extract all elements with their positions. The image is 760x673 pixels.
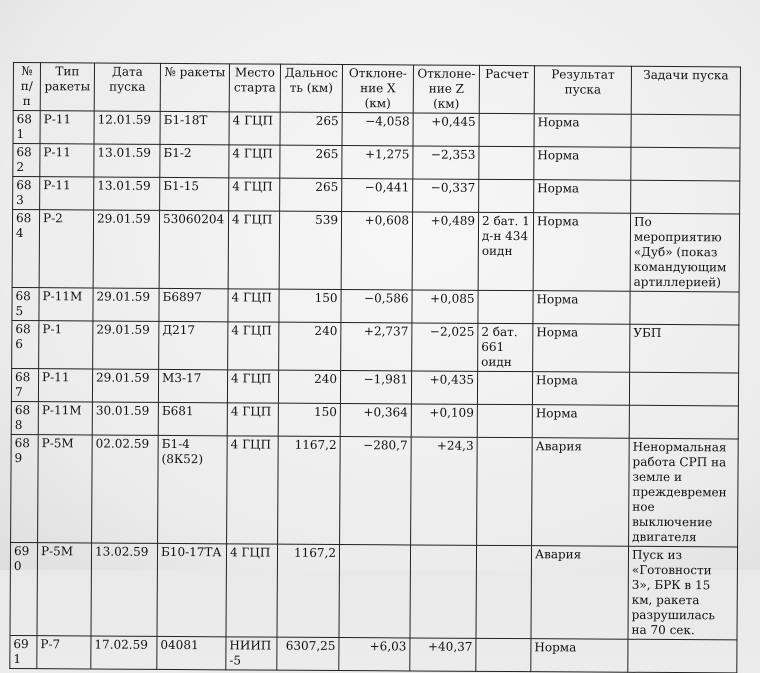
cell-crew [479, 179, 534, 212]
cell-type: Р-1 [39, 321, 93, 369]
cell-tasks [629, 405, 738, 439]
cell-range: 265 [280, 145, 342, 178]
cell-num: 690 [10, 542, 38, 635]
cell-result: Авария [532, 438, 630, 547]
cell-devz: +0,435 [411, 371, 477, 404]
cell-site: 4 ГЦП [229, 112, 280, 145]
cell-devx: +1,275 [342, 146, 413, 179]
cell-site: 4 ГЦП [229, 145, 280, 178]
cell-result: Норма [531, 639, 628, 673]
cell-devx: +6,03 [339, 638, 410, 671]
cell-result: Норма [534, 180, 631, 214]
header-rocket: № ракеты [160, 63, 229, 111]
cell-result: Норма [533, 324, 630, 373]
cell-result: Норма [532, 372, 629, 406]
cell-range: 150 [279, 289, 341, 322]
cell-type: Р-11 [40, 177, 94, 210]
cell-type: Р-5М [37, 543, 92, 636]
cell-rocket: 53060204 [159, 210, 228, 288]
cell-rocket: Б681 [158, 402, 227, 435]
cell-rocket: Б1-2 [160, 144, 229, 177]
cell-result: Норма [533, 291, 630, 325]
cell-type: Р-2 [39, 210, 93, 288]
cell-date: 29.01.59 [92, 369, 158, 402]
cell-date: 13.01.59 [94, 177, 160, 210]
cell-num: 683 [13, 177, 40, 210]
cell-date: 29.01.59 [93, 321, 159, 369]
cell-date: 29.01.59 [93, 288, 159, 321]
cell-tasks [628, 639, 737, 673]
cell-devx: −1,981 [340, 371, 411, 404]
cell-date: 02.02.59 [92, 435, 159, 543]
cell-crew [476, 545, 532, 638]
header-site: Место старта [229, 64, 280, 112]
header-result: Результат пуска [534, 66, 631, 115]
cell-tasks [630, 291, 739, 325]
cell-result: Норма [532, 405, 629, 439]
cell-range: 240 [278, 370, 340, 403]
cell-num: 681 [13, 111, 40, 144]
table-row [10, 542, 738, 639]
cell-site: 4 ГЦП [228, 322, 279, 370]
cell-tasks: По мероприятию «Дуб» (показ командующим артиллерией) [630, 213, 739, 292]
cell-devz: +0,489 [412, 212, 478, 290]
launch-log-table [9, 62, 741, 673]
cell-range: 240 [279, 322, 341, 370]
table-row [13, 111, 740, 148]
cell-date: 13.02.59 [91, 543, 158, 636]
table-row [11, 368, 738, 405]
table-row [12, 287, 739, 324]
cell-date: 30.01.59 [92, 402, 158, 435]
cell-type: Р-11М [38, 402, 92, 435]
cell-tasks [629, 372, 738, 406]
table-row [12, 320, 739, 372]
cell-num: 689 [11, 434, 39, 542]
table-row [12, 210, 739, 292]
cell-result: Норма [534, 147, 631, 181]
cell-site: 4 ГЦП [227, 403, 278, 436]
cell-type: Р-11 [38, 369, 92, 402]
cell-rocket: Б1-4 (8К52) [158, 435, 228, 543]
cell-crew [479, 113, 534, 146]
cell-range: 1167,2 [278, 436, 341, 544]
cell-rocket: Б1-18Т [160, 111, 229, 144]
cell-devx: −0,586 [341, 290, 412, 323]
cell-date: 29.01.59 [93, 210, 159, 288]
cell-range: 265 [280, 178, 342, 211]
cell-devz: −2,353 [413, 146, 479, 179]
cell-range: 539 [279, 211, 341, 289]
table-row [10, 635, 737, 672]
table-row [13, 144, 740, 181]
cell-devx: +0,364 [340, 404, 411, 437]
cell-rocket: М3-17 [158, 369, 227, 402]
cell-devz: +0,445 [413, 113, 479, 146]
cell-crew [477, 404, 532, 437]
cell-devz: +0,109 [411, 404, 477, 437]
cell-num: 691 [10, 635, 37, 668]
cell-num: 684 [12, 210, 39, 288]
cell-devx: +2,737 [341, 323, 412, 371]
cell-date: 13.01.59 [94, 144, 160, 177]
cell-devx: −0,441 [342, 179, 413, 212]
cell-devz: −2,025 [412, 323, 478, 371]
header-range: Дальность (км) [280, 64, 342, 112]
header-devx: Отклоне-ние X (км) [342, 65, 413, 113]
cell-num: 687 [11, 368, 38, 401]
cell-devx: −280,7 [340, 437, 412, 545]
cell-site: НИИП-5 [226, 637, 277, 670]
cell-result: Норма [534, 114, 631, 148]
table-row [13, 177, 740, 214]
cell-crew: 2 бат. 661 оидн [478, 323, 533, 371]
cell-tasks: УБП [630, 324, 739, 373]
cell-crew [479, 146, 534, 179]
cell-result: Авария [531, 546, 629, 640]
cell-type: Р-11М [39, 288, 93, 321]
cell-rocket: 04081 [157, 636, 226, 669]
cell-crew [476, 638, 531, 671]
cell-devz: +40,37 [410, 638, 476, 671]
cell-site: 4 ГЦП [226, 544, 278, 637]
cell-devz: +24,3 [411, 437, 478, 545]
cell-site: 4 ГЦП [228, 211, 279, 289]
cell-crew [478, 290, 533, 323]
cell-crew [477, 371, 532, 404]
cell-crew: 2 бат. 1 д-н 434 оидн [478, 212, 533, 290]
cell-num: 685 [12, 287, 39, 320]
cell-tasks [631, 114, 740, 148]
cell-num: 682 [13, 144, 40, 177]
cell-range: 6307,25 [277, 637, 339, 670]
header-row [13, 63, 740, 115]
cell-rocket: Б6897 [159, 288, 228, 321]
cell-num: 686 [12, 320, 39, 368]
cell-result: Норма [533, 213, 630, 292]
cell-type: Р-7 [37, 636, 91, 669]
header-date: Дата пуска [94, 63, 160, 111]
cell-rocket: Д217 [159, 321, 228, 369]
cell-site: 4 ГЦП [228, 289, 279, 322]
cell-type: Р-11 [40, 144, 94, 177]
cell-devx: −4,058 [342, 113, 413, 146]
header-tasks: Задачи пуска [631, 66, 740, 115]
header-num: № п/п [13, 63, 40, 111]
table-row [11, 401, 738, 438]
table-row [11, 434, 739, 546]
cell-devx: +0,608 [341, 212, 412, 290]
cell-tasks [631, 180, 740, 214]
cell-crew [477, 437, 533, 545]
cell-range: 1167,2 [277, 544, 340, 637]
cell-range: 265 [280, 112, 342, 145]
cell-rocket: Б10-17ТА [157, 543, 227, 636]
cell-rocket: Б1-15 [160, 177, 229, 210]
cell-range: 150 [278, 403, 340, 436]
cell-site: 4 ГЦП [229, 178, 280, 211]
cell-devz [410, 545, 477, 638]
cell-tasks [631, 147, 740, 181]
cell-tasks: Пуск из «Готовности 3», БРК в 15 км, ракета разрушилась на 70 сек. [628, 546, 738, 640]
cell-type: Р-11 [40, 111, 94, 144]
cell-date: 17.02.59 [91, 636, 157, 669]
cell-site: 4 ГЦП [227, 370, 278, 403]
header-crew: Расчет [479, 65, 534, 113]
header-devz: Отклоне-ние Z (км) [413, 65, 479, 113]
cell-tasks: Ненормальная работа СРП на земле и преждевременное выключение двигателя [629, 438, 739, 547]
cell-site: 4 ГЦП [227, 436, 279, 544]
cell-devz: −0,337 [413, 179, 479, 212]
cell-devx [339, 545, 411, 638]
cell-num: 688 [11, 401, 38, 434]
header-type: Тип ракеты [40, 63, 94, 111]
cell-type: Р-5М [38, 435, 93, 543]
cell-date: 12.01.59 [94, 111, 160, 144]
cell-devz: +0,085 [412, 290, 478, 323]
